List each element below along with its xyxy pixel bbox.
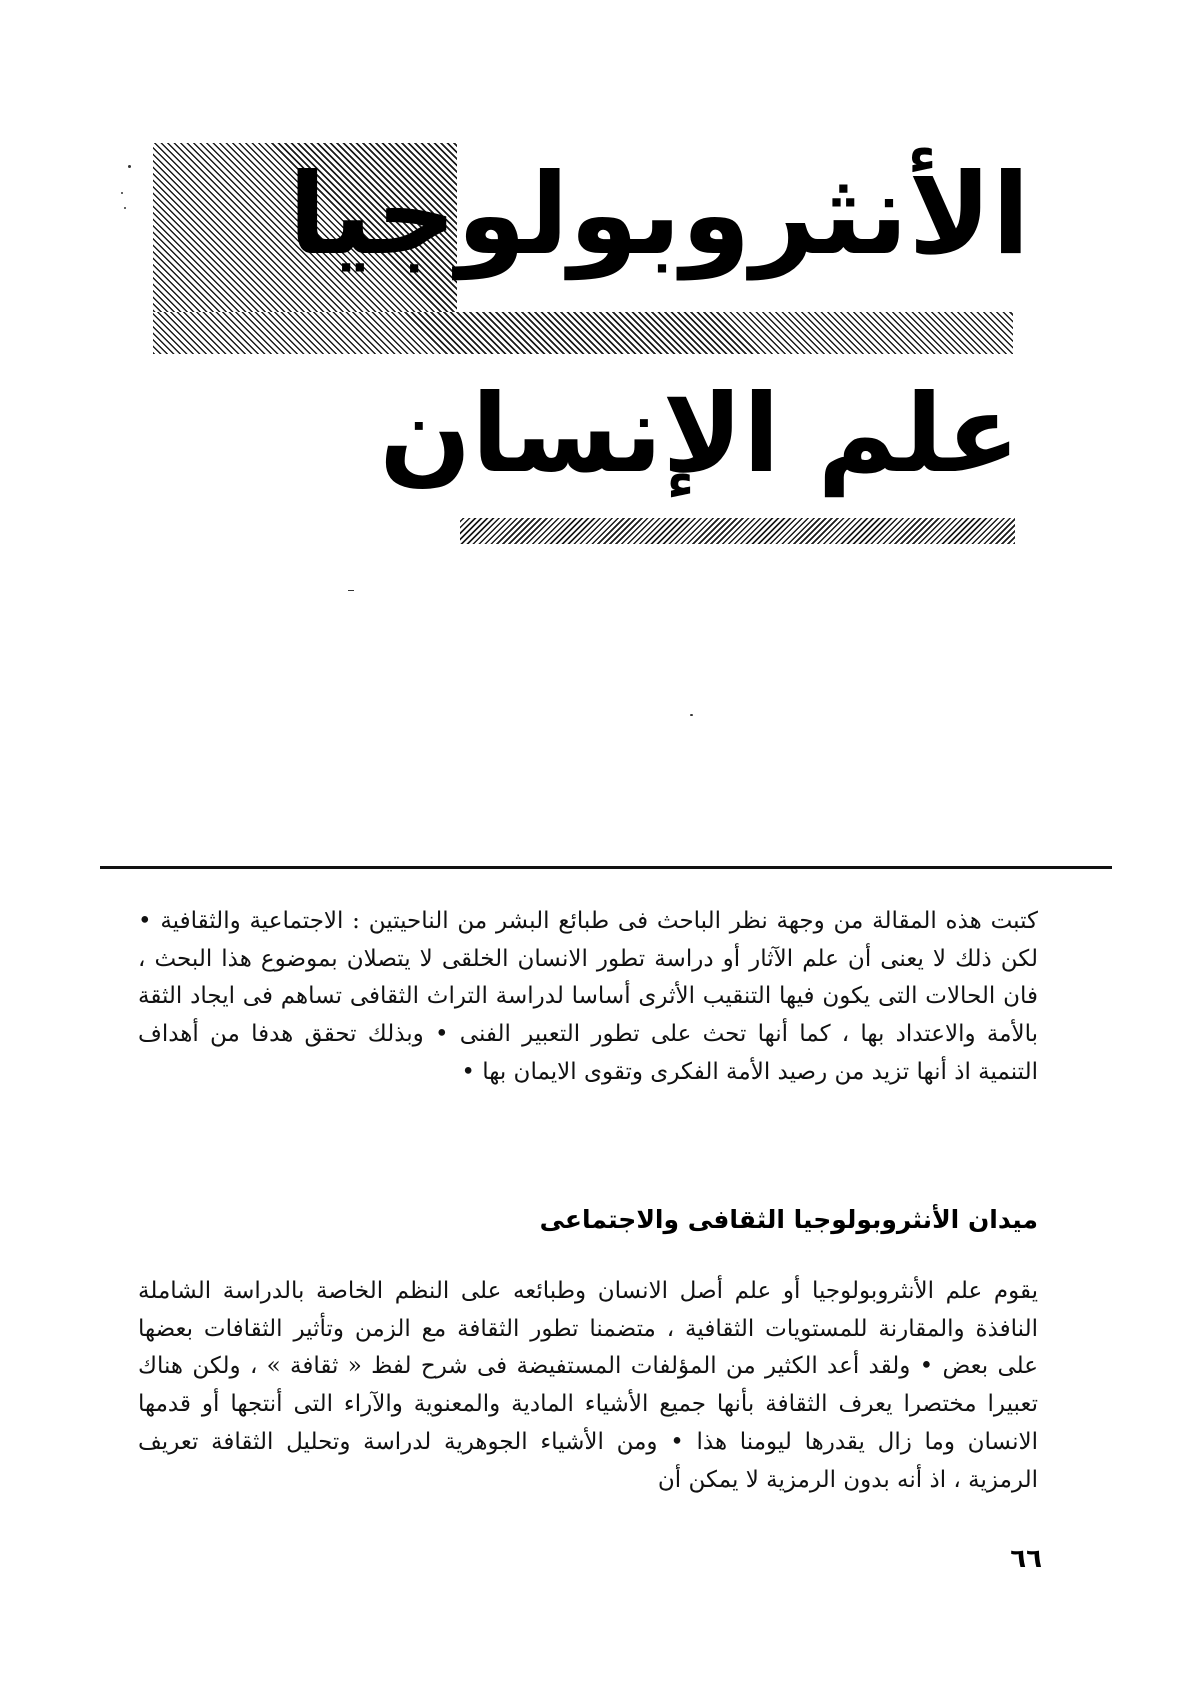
section-divider (100, 866, 1112, 869)
page-number: ٦٦ (1010, 1544, 1042, 1574)
speck-mark (121, 192, 123, 194)
section-heading: ميدان الأنثروبولوجيا الثقافى والاجتماعى (539, 1205, 1038, 1234)
speck-mark (690, 714, 693, 716)
section-body-paragraph: يقوم علم الأنثروبولوجيا أو علم أصل الانسان وطبائعه على النظم الخاصة بالدراسة الشاملة النافذة والمقارنة للمستويات الثقافية ، متضمنا تطور الثقافة مع الزمن وتأثير الثقافات بعضها على بعض • ولقد أعد الكثير من المؤلفات المستفيضة فى شرح لفظ « ثقافة » ، ولكن هناك تعبيرا مختصرا يعرف الثقافة بأنها جميع الأشياء المادية والمعنوية والآراء التى أنتجها أو قدمها الانسان وما زال يقدرها ليومنا هذا • ومن الأشياء الجوهرية لدراسة وتحليل الثقافة تعريف الرمزية ، اذ أنه بدون الرمزية لا يمكن أن (138, 1278, 1038, 1493)
speck-mark (128, 165, 131, 168)
page-title-line-2: علم الإنسان (379, 372, 1020, 497)
speck-mark (348, 590, 354, 591)
intro-paragraph: كتبت هذه المقالة من وجهة نظر الباحث فى طبائع البشر من الناحيتين : الاجتماعية والثقافية • لكن ذلك لا يعنى أن علم الآثار أو دراسة تطور الانسان الخلقى لا يتصلان بموضوع هذا البحث ، فان الحالات التى يكون فيها التنقيب الأثرى أساسا لدراسة التراث الثقافى تساهم فى ايجاد الثقة بالأمة والاعتداد بها ، كما أنها تحث على تطور التعبير الفنى • وبذلك تحقق هدفا من أهداف التنمية اذ أنها تزيد من رصيد الأمة الفكرى وتقوى الايمان بها • (138, 908, 1038, 1085)
speck-mark (124, 207, 126, 209)
decorative-hatch-band-bottom (460, 518, 1015, 544)
page-title-line-1: الأنثروبولوجيا (288, 150, 1030, 280)
